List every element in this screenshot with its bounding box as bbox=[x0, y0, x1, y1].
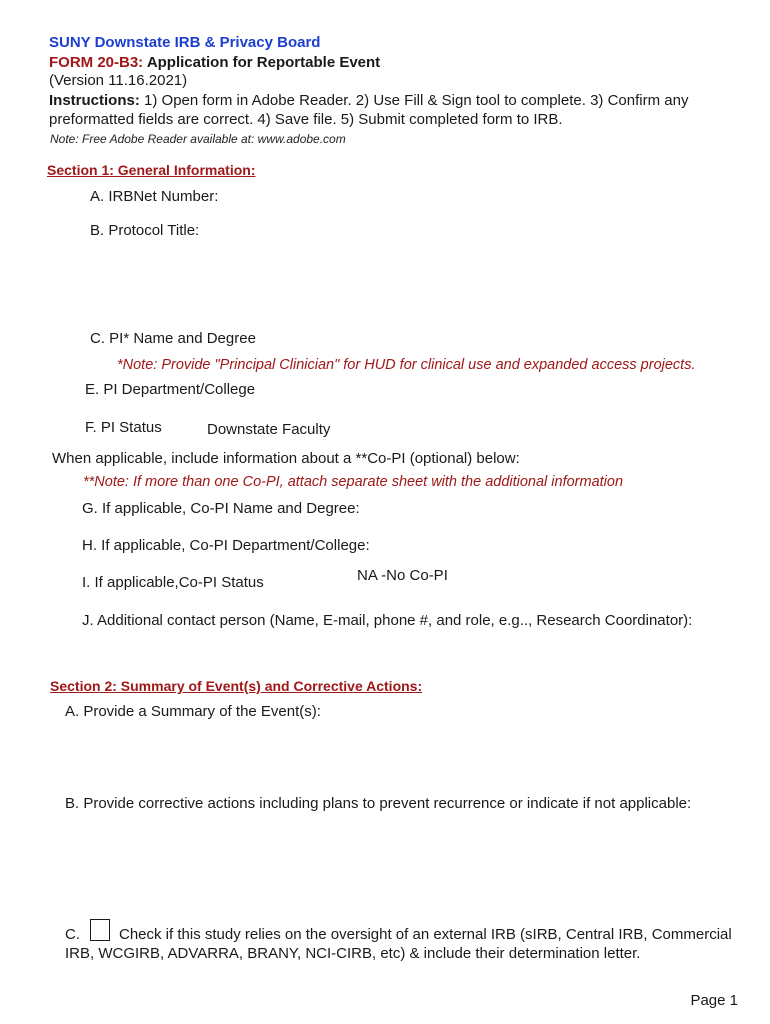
pi-name-field[interactable]: C. PI* Name and Degree bbox=[90, 330, 256, 347]
item-c-letter: C. bbox=[65, 926, 80, 943]
instructions-text: 1) Open form in Adobe Reader. 2) Use Fill & Sign tool to complete. 3) Confirm any preformatted fields are correct. 4) Save file. 5) Submit completed form to IRB. bbox=[49, 92, 689, 128]
copi-intro: When applicable, include information about a **Co-PI (optional) below: bbox=[52, 450, 520, 467]
copi-name-field[interactable]: G. If applicable, Co-PI Name and Degree: bbox=[82, 500, 360, 517]
copi-status-select[interactable]: NA -No Co-PI bbox=[357, 567, 448, 584]
protocol-title-field[interactable]: B. Protocol Title: bbox=[90, 222, 200, 239]
corrective-actions-field[interactable]: B. Provide corrective actions including plans to prevent recurrence or indicate if not applicable: bbox=[65, 795, 692, 812]
pi-department-field[interactable]: E. PI Department/College bbox=[85, 381, 256, 398]
copi-status-label: I. If applicable,Co-PI Status bbox=[82, 574, 264, 591]
section-2-title: Section 2: Summary of Event(s) and Corrective Actions: bbox=[50, 678, 423, 694]
adobe-note: Note: Free Adobe Reader available at: www.adobe.com bbox=[50, 132, 346, 146]
pi-status-label: F. PI Status bbox=[85, 419, 162, 436]
event-summary-field[interactable]: A. Provide a Summary of the Event(s): bbox=[65, 703, 321, 720]
form-version: (Version 11.16.2021) bbox=[49, 72, 188, 89]
form-code: FORM 20-B3: bbox=[49, 54, 144, 71]
copi-department-field[interactable]: H. If applicable, Co-PI Department/College: bbox=[82, 537, 370, 554]
instructions bbox=[49, 91, 689, 129]
organization-title: SUNY Downstate IRB & Privacy Board bbox=[49, 34, 321, 51]
instructions-label: Instructions: bbox=[49, 92, 140, 109]
pi-status-select[interactable]: Downstate Faculty bbox=[207, 421, 331, 438]
external-irb-text-line-2: IRB, WCGIRB, ADVARRA, BRANY, NCI-CIRB, etc) & include their determination letter. bbox=[65, 945, 641, 962]
external-irb-checkbox[interactable] bbox=[90, 919, 110, 941]
page-number: Page 1 bbox=[690, 992, 738, 1009]
external-irb-text-line-1: Check if this study relies on the oversight of an external IRB (sIRB, Central IRB, Commercial bbox=[119, 926, 732, 943]
copi-note: **Note: If more than one Co-PI, attach separate sheet with the additional information bbox=[83, 474, 624, 490]
form-title: Application for Reportable Event bbox=[146, 54, 381, 71]
section-1-title: Section 1: General Information: bbox=[47, 162, 256, 178]
irbnet-number-field[interactable]: A. IRBNet Number: bbox=[90, 188, 219, 205]
pi-note: *Note: Provide "Principal Clinician" for HUD for clinical use and expanded access projects. bbox=[117, 357, 696, 373]
additional-contact-field[interactable]: J. Additional contact person (Name, E-mail, phone #, and role, e.g.., Research Coordinator): bbox=[82, 612, 693, 629]
form-heading bbox=[49, 54, 380, 71]
